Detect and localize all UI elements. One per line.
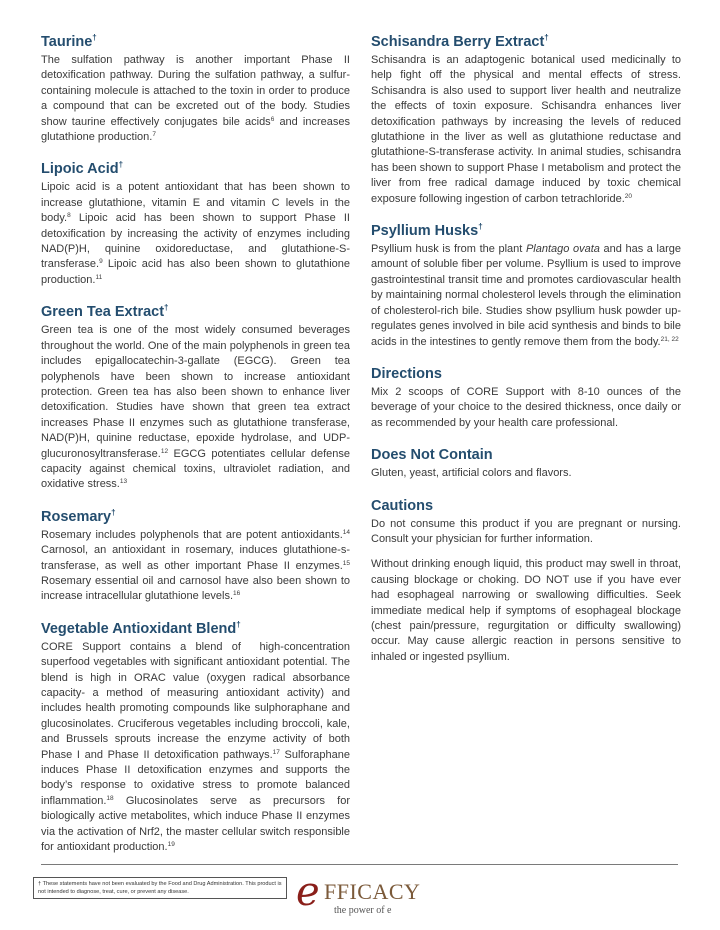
section-body: Without drinking enough liquid, this product may swell in throat, causing blockage or choking. DO NOT use if you have ever had esophageal narrowing or swallowing difficulties. Seek immediate medical help if symptoms of esophageal blockage (chest pain/pressure, regurgitation or difficulty swallowing) occur. May cause allergic reaction in persons sensitive to inhaled or ingested psyllium. [371,558,681,663]
section-does-not-contain [371,445,681,481]
section-heading: Green Tea Extract† [41,303,169,321]
section-heading: Lipoic Acid† [41,160,124,178]
section-heading: Vegetable Antioxidant Blend† [41,619,241,637]
footer-divider [41,864,678,865]
section-body: Lipoic acid is a potent antioxidant that has been shown to increase glutathione, vitamin E and vitamin C levels in the body.$^8$ Lipoic acid has been shown to support Phase II detoxification by increasing the activity of enzymes including NAD(P)H, quinine oxidoreductase, and glutathione-S-transferase.$^9$ Lipoic acid has also been shown to glutathione production.$^{11}$ [41,181,350,286]
logo-tagline: the power of e [334,905,392,916]
section-body: Do not consume this product if you are pregnant or nursing. Consult your physician for further information. [371,517,681,545]
dagger-mark: † [118,160,124,170]
right-column [371,32,681,679]
section-heading: Schisandra Berry Extract† [371,33,549,50]
section-heading: Does Not Contain [371,447,493,464]
efficacy-logo [296,869,436,924]
section-vegetable-antioxidant-blend [41,619,350,856]
section-body: Schisandra is an adaptogenic botanical used medicinally to help fight off the physical and mental effects of stress. Schisandra is also used to support liver health and neutralize the effects of toxin exposure. Schisandra enhances liver detoxification pathways by increasing the levels of reduced glutathione in the liver as well as glutathione reductase and glutathione-S-transferase activity. In animal studies, schisandra has been shown to support Phase I metabolism and protect the liver from free radical damage induced by toxic chemical exposure following ingestion of carbon tetrachloride.$^{20}$ [371,54,681,205]
section-body: CORE Support contains a blend of high-concentration superfood vegetables with significant antioxidant potential. The blend is high in ORAC value (oxygen radical absorbance capacity- a method of measuring antioxidant activity) and includes health promoting compounds like sulphoraphane and glucosinolates. Cruciferous vegetables including broccoli, kale, and Brussels sprouts increase the enzyme activity of both Phase I and Phase II detoxification pathways.$^{17}$ Sulforaphane induces Phase II detoxification enzymes and supports the body’s response to oxidative stress to promote balanced inflammation.$^{18}$ Glucosinolates serve as precursors for biologically active metabolites, which induce Phase II enzymes via the activation of Nrf2, the master cellular switch responsible for antioxidant production.$^{19}$ [41,640,350,854]
section-rosemary [41,507,350,605]
section-heading: Taurine† [41,33,97,50]
section-cautions [371,496,681,666]
section-psyllium-husks [371,221,681,350]
logo-letter: e [296,869,320,915]
dagger-mark: † [111,507,116,517]
section-body: Gluten, yeast, artificial colors and flavors. [371,467,572,480]
section-body: Mix 2 scoops of CORE Support with 8-10 ounces of the beverage of your choice to the desired thickness, once daily or as recommended by your health care professional. [371,385,681,429]
section-schisandra-berry-extract [371,32,681,207]
dagger-mark: † [544,33,549,42]
section-taurine [41,32,350,145]
fda-disclaimer: † These statements have not been evaluated by the Food and Drug Administration. This product is not intended to diagnose, treat, cure, or prevent any disease. [33,877,287,899]
section-directions [371,364,681,431]
dagger-mark: † [92,33,97,42]
section-body: The sulfation pathway is another important Phase II detoxification pathway. During the sulfation pathway, a sulfur-containing molecule is attached to the toxin in order to produce a compound that can be excreted out of the body. Studies show taurine effectively conjugates bile acids$^6$ and increases glutathione production.$^7$ [41,54,351,144]
section-body: Green tea is one of the most widely consumed beverages throughout the world. One of the main polyphenols in green tea includes epigallocatechin-3-gallate (EGCG). Green tea polyphenols have been shown to increase antioxidant protection. Green tea has also been shown to enhance liver detoxification. Studies have shown that green tea extract increases Phase II enzymes such as glutathione transferase, NAD(P)H, quinine reductase, epoxide hydrolase, and UDP-glucuronosyltransferase.$^{12}$ EGCG potentiates cellular defense capacity against chemical toxins, ultraviolet radiation, and oxidative stress.$^{13}$ [41,324,350,491]
logo-wordmark: FFICACY [324,879,421,904]
dagger-mark: † [236,619,241,629]
section-heading: Psyllium Husks† [371,222,483,240]
section-heading: Cautions [371,497,434,514]
dagger-mark: † [478,222,483,232]
dagger-mark: † [164,303,169,313]
section-lipoic-acid [41,159,350,288]
section-body: Psyllium husk is from the plant Plantago ovata and has a large amount of soluble fiber per volume. Psyllium is used to improve gastrointestinal transit time and promotes cardiovascular health by maintaining normal cholesterol levels through the elimination of cholesterol-rich bile. Studies show psyllium husk powder up-regulates genes involved in bile acid synthesis and binds to bile acids in the intestines to gently remove them from the body.$^{21, 22}$ [371,243,681,348]
left-column [41,32,350,869]
section-body: Rosemary includes polyphenols that are potent antioxidants.$^{14}$ Carnosol, an antioxidant in rosemary, induces glutathione-s-transferase, as well as other important Phase II enzymes.$^{15}$ Rosemary essential oil and carnosol have also been shown to increase intracellular glutathione levels.$^{16}$ [41,528,350,603]
section-heading: Directions [371,365,442,382]
section-green-tea-extract [41,302,350,492]
section-heading: Rosemary† [41,507,116,525]
